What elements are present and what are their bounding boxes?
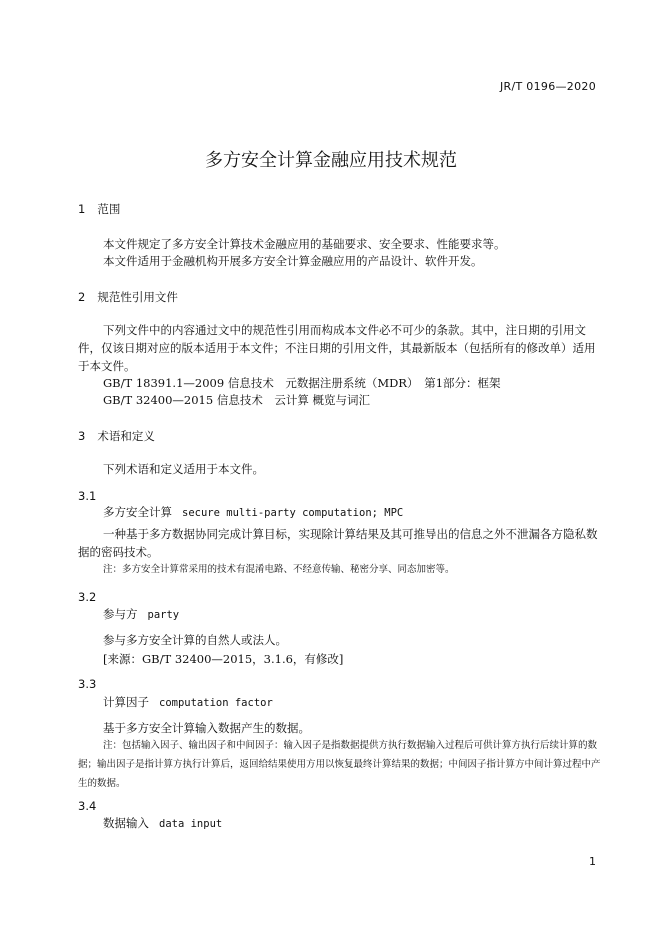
term-chinese: 计算因子 bbox=[103, 695, 149, 709]
term-title bbox=[103, 504, 403, 520]
term-note bbox=[78, 736, 602, 793]
note-label: 注： bbox=[103, 564, 123, 575]
term-definition: 参与多方安全计算的自然人或法人。 bbox=[103, 633, 287, 647]
section-number: 3 bbox=[78, 429, 86, 443]
term-number: 3.1 bbox=[78, 489, 97, 503]
term-chinese: 多方安全计算 bbox=[103, 505, 172, 519]
section-title: 范围 bbox=[97, 202, 121, 216]
section-1-heading bbox=[78, 201, 120, 217]
term-title bbox=[103, 606, 179, 622]
section-2-heading bbox=[78, 289, 178, 305]
term-english: computation factor bbox=[159, 697, 273, 709]
term-english: secure multi-party computation; MPC bbox=[182, 507, 404, 519]
scope-paragraph-2: 本文件适用于金融机构开展多方安全计算金融应用的产品设计、软件开发。 bbox=[103, 254, 483, 268]
standard-number: JR/T 0196—2020 bbox=[500, 80, 596, 93]
term-english: party bbox=[147, 609, 180, 621]
term-number: 3.2 bbox=[78, 590, 97, 604]
section-3-heading bbox=[78, 428, 155, 444]
reference-item: GB/T 18391.1—2009 信息技术 元数据注册系统（MDR） 第1部分：框架 bbox=[103, 376, 501, 390]
scope-paragraph-1: 本文件规定了多方安全计算技术金融应用的基础要求、安全要求、性能要求等。 bbox=[103, 237, 506, 251]
term-chinese: 数据输入 bbox=[103, 816, 149, 830]
terms-intro-paragraph: 下列术语和定义适用于本文件。 bbox=[103, 462, 264, 476]
reference-item: GB/T 32400—2015 信息技术 云计算 概览与词汇 bbox=[103, 393, 370, 407]
document-title: 多方安全计算金融应用技术规范 bbox=[205, 150, 457, 171]
section-title: 术语和定义 bbox=[97, 429, 155, 443]
term-number: 3.3 bbox=[78, 677, 97, 691]
term-note bbox=[103, 560, 455, 579]
normative-references-paragraph: 下列文件中的内容通过文中的规范性引用而构成本文件必不可少的条款。其中，注日期的引用文件，仅该日期对应的版本适用于本文件；不注日期的引用文件，其最新版本（包括所有的修改单）适用于本文件。 bbox=[78, 323, 596, 373]
section-number: 1 bbox=[78, 202, 86, 216]
section-title: 规范性引用文件 bbox=[97, 290, 178, 304]
term-number: 3.4 bbox=[78, 799, 97, 813]
section-number: 2 bbox=[78, 290, 86, 304]
term-title bbox=[103, 694, 273, 710]
term-chinese: 参与方 bbox=[103, 607, 138, 621]
note-label: 注： bbox=[103, 740, 123, 751]
term-definition: 一种基于多方数据协同完成计算目标，实现除计算结果及其可推导出的信息之外不泄漏各方隐私数据的密码技术。 bbox=[78, 527, 598, 559]
note-text: 包括输入因子、输出因子和中间因子：输入因子是指数据提供方执行数据输入过程后可供计算方执行后续计算的数据；输出因子是指计算方执行计算后，返回给结果使用方用以恢复最终计算结果的数据；中间因子指计算方中间计算过程中产生的数据。 bbox=[78, 740, 601, 789]
term-english: data input bbox=[159, 818, 223, 830]
term-definition: 基于多方安全计算输入数据产生的数据。 bbox=[103, 721, 310, 735]
page-number: 1 bbox=[589, 855, 596, 868]
term-title bbox=[103, 815, 222, 831]
term-source: [来源：GB/T 32400—2015，3.1.6，有修改] bbox=[103, 652, 344, 666]
note-text: 多方安全计算常采用的技术有混淆电路、不经意传输、秘密分享、同态加密等。 bbox=[122, 564, 455, 575]
